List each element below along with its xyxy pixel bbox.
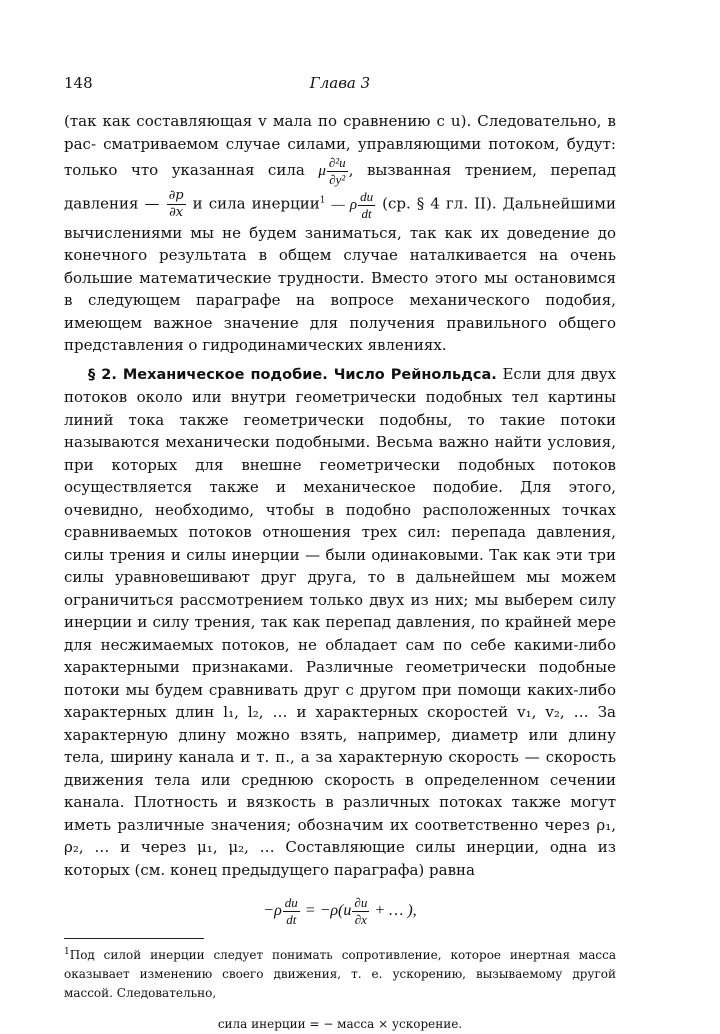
paragraph-continued: [64, 110, 616, 357]
running-head: [64, 74, 616, 100]
formula-inertia: — ρ $\frac{du}{dt}$: [331, 188, 374, 221]
display-equation: −ρ $\frac{du}{dt}$ = −ρ(u $\frac{\partial u}{\partial x}$ + … ),: [263, 895, 417, 928]
line-3a: что указанная сила: [130, 160, 305, 179]
footnote-text: Под силой инерции следует понимать сопротивление, которое инертная масса оказывает изменению своего движения, т. е. ускорению, вызываемому другой массой. Следовательно,: [64, 948, 616, 1001]
line-4b: (ср. § 4 гл. II). Дальнейшими вычислениями мы: [64, 194, 616, 242]
footnote-marker: 1: [64, 947, 70, 958]
equation-rhs-a: = −ρ(u: [304, 902, 352, 920]
line-3b: , вызванная трением, перепад давления —: [64, 160, 616, 213]
line-4a: и сила инерции: [192, 194, 320, 213]
line-2: сматриваемом случае силами, управляющими потоком, будут: только: [64, 134, 616, 179]
footnote-formula: сила инерции = − масса × ускорение.: [217, 1017, 463, 1032]
footnote-ref: 1: [319, 195, 326, 206]
section-paragraph: [64, 363, 616, 882]
page-number: 148: [64, 74, 93, 92]
footnote-rule: [64, 938, 204, 939]
equation-lhs: −ρ: [263, 902, 282, 920]
formula-pressure: $\frac{\partial p}{\partial x}$: [168, 188, 184, 220]
equation-rhs-b: + … ),: [374, 902, 417, 920]
book-page: [64, 74, 616, 1034]
body-text: [64, 110, 616, 928]
section-text: Если для двух потоков около или внутри геометрически подобных тел картины линий тока также геометрически подобны, то такие потоки называются механически подобными. Весьма важно найти условия, при которых для внешне геометрически подобных потоков осуществляется также и механическое подобие. Для этого, очевидно, необходимо, чтобы в подобно расположенных точках сравниваемых потоков отношения трех сил: перепада давления, силы трения и силы инерции — были одинаковыми. Так как эти три силы уравновешивают друг друга, то в дальнейшем мы можем ограничиться рассмотрением только двух из них; мы выберем силу инерции и силу трения, так как перепад давления, по крайней мере для несжимаемых потоков, не обладает сам по себе какими-либо характерными признаками. Различные геометрически подобные потоки мы будем сравнивать друг с другом при помощи каких-либо характерных длин l₁, l₂, … и характерных скоростей v₁, v₂, … За характерную длину можно взять, например, диаметр или длину тела, ширину канала и т. п., а за характерную скорость — скорость движения тела или среднюю скорость в определенном сечении канала. Плотность и вязкость в различных потоках также могут иметь различные значения; обозначим их соответственно через ρ₁, ρ₂, … и через μ₁, μ₂, … Составляющие силы инерции, одна из которых (см. конец предыдущего параграфа) равна: [64, 364, 616, 879]
paragraph-rest: не будем заниматься, так как их доведение до конечного результата в общем случае наталкивается на очень большие математические трудности. Вместо этого мы остановимся в следующем параграфе на вопросе механического подобия, имеющем важное значение для получения правильного общего представления о гидродинамических явлениях.: [64, 223, 616, 355]
formula-friction: μ $\frac{\text{∂²u}}{\text{∂y²}}$: [318, 155, 346, 187]
chapter-title: Глава 3: [309, 74, 371, 92]
footnote: [64, 943, 616, 1034]
section-heading: § 2. Механическое подобие. Число Рейнольдса.: [88, 366, 497, 383]
line-1: (так как составляющая v мала по сравнению с u). Следовательно, в рас-: [64, 112, 616, 153]
